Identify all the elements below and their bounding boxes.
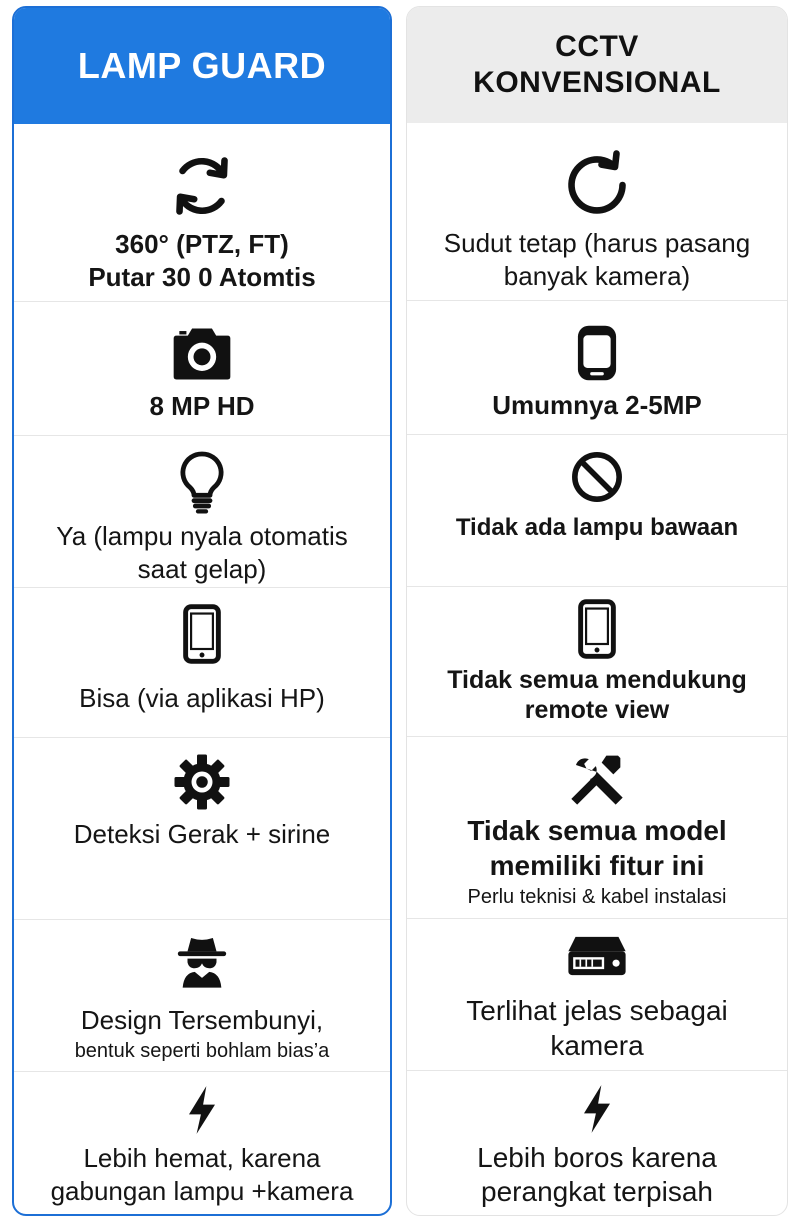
camera-icon — [168, 324, 236, 384]
motion-right-line2: memiliki fitur ini — [489, 850, 705, 881]
row-light-left — [14, 436, 390, 588]
remote-text: Bisa (via aplikasi HP) — [79, 683, 325, 713]
row-motion-right — [407, 737, 787, 919]
row-remote-right — [407, 587, 787, 737]
row-design-left — [14, 920, 390, 1072]
spy-icon — [173, 932, 231, 990]
power-right-line2: perangkat terpisah — [481, 1176, 713, 1207]
lightning-icon — [577, 1083, 617, 1135]
phone-icon — [575, 323, 619, 383]
gear-icon — [172, 752, 232, 812]
rotation-text-line2: Putar 30 0 Atomtis — [88, 262, 316, 292]
rotate-arrows-icon — [166, 150, 238, 222]
resolution-text: 8 MP HD — [149, 391, 255, 421]
motion-right-line1: Tidak semua model — [467, 815, 727, 846]
light-text-line2: saat gelap) — [137, 554, 267, 584]
row-power-left — [14, 1072, 390, 1212]
rotation-right-line1: Sudut tetap (harus pasang — [443, 228, 751, 258]
lightning-icon — [182, 1084, 222, 1136]
row-design-right — [407, 919, 787, 1071]
motion-right-line3: Perlu teknisi & kabel instalasi — [467, 886, 727, 908]
row-power-right — [407, 1071, 787, 1211]
power-text-line1: Lebih hemat, karena — [83, 1143, 321, 1173]
cctv-column — [406, 6, 788, 1216]
smartphone-icon — [182, 604, 222, 664]
power-text-line2: gabungan lampu +kamera — [50, 1176, 354, 1206]
rotation-text-line1: 360° (PTZ, FT) — [115, 229, 289, 259]
row-resolution-left — [14, 302, 390, 436]
light-text-line1: Ya (lampu nyala otomatis — [56, 521, 348, 551]
motion-text: Deteksi Gerak + sirine — [73, 819, 331, 849]
row-resolution-right — [407, 301, 787, 435]
row-light-right — [407, 435, 787, 587]
rotation-right-line2: banyak kamera) — [503, 261, 691, 291]
tools-icon — [569, 751, 625, 807]
lamp-guard-column — [12, 6, 392, 1216]
lamp-guard-header — [14, 8, 390, 124]
prohibited-icon — [569, 449, 625, 505]
cctv-title-line1: CCTV — [555, 30, 639, 63]
design-text-line2: bentuk seperti bohlam bias’a — [74, 1040, 330, 1062]
row-rotation-left — [14, 126, 390, 302]
remote-right-line2: remote view — [524, 696, 670, 724]
row-remote-left — [14, 588, 390, 738]
design-text-line1: Design Tersembunyi, — [80, 1005, 324, 1035]
light-right-text: Tidak ada lampu bawaan — [455, 514, 739, 541]
dvr-recorder-icon — [566, 931, 628, 981]
row-rotation-right — [407, 125, 787, 301]
design-right-line2: kamera — [550, 1030, 644, 1061]
resolution-right-text: Umumnya 2-5MP — [492, 390, 702, 420]
lamp-guard-title: LAMP GUARD — [77, 45, 327, 86]
cctv-title-line2: KONVENSIONAL — [473, 66, 721, 99]
lightbulb-icon — [174, 450, 230, 514]
power-right-line1: Lebih boros karena — [477, 1142, 717, 1173]
smartphone-icon — [577, 599, 617, 659]
row-motion-left — [14, 738, 390, 920]
cctv-header — [407, 7, 787, 123]
design-right-line1: Terlihat jelas sebagai — [466, 995, 728, 1026]
remote-right-line1: Tidak semua mendukung — [447, 666, 747, 694]
rotate-arrow-icon — [561, 149, 633, 221]
